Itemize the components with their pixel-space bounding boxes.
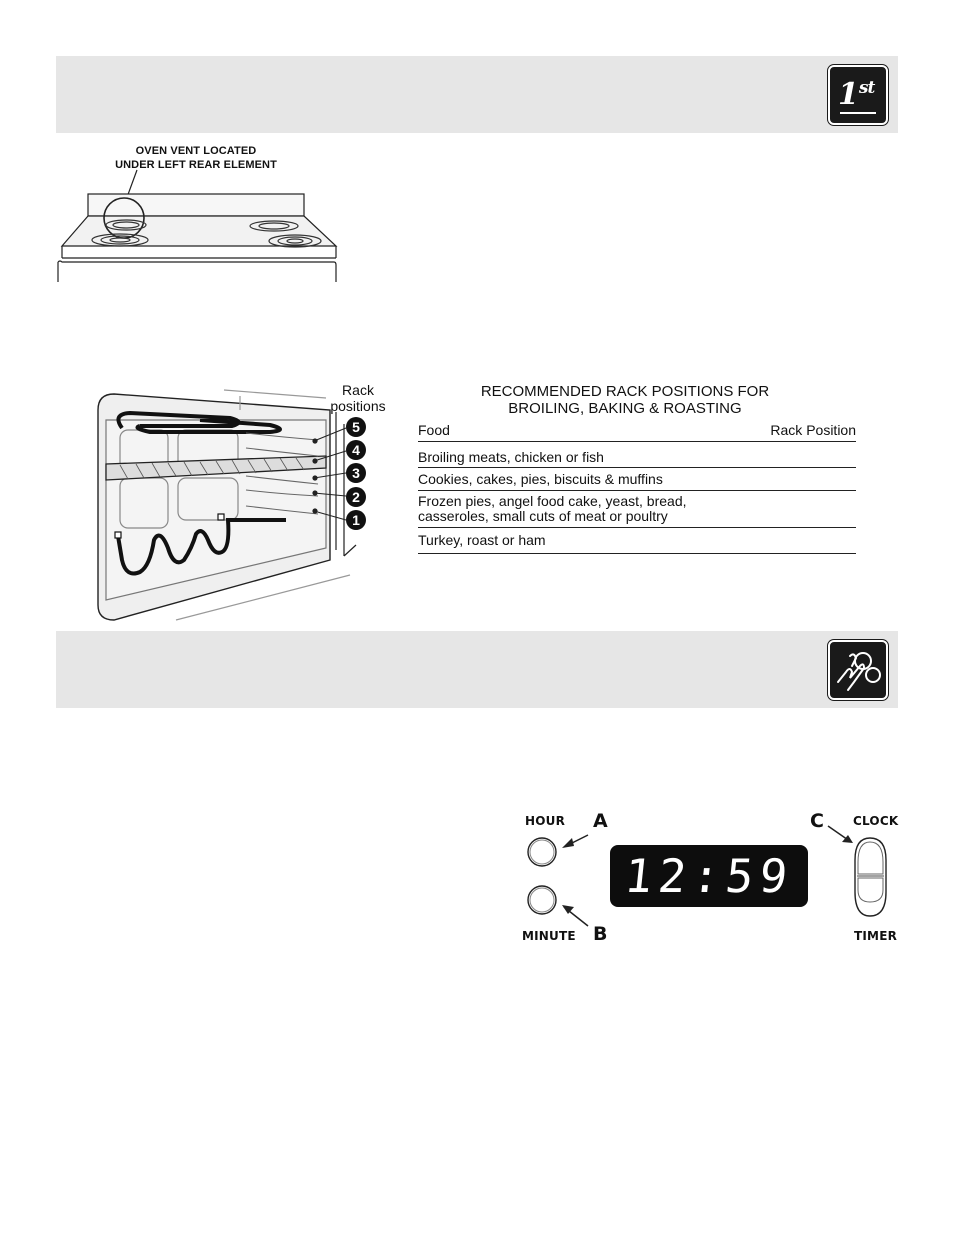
minute-label: MINUTE	[522, 929, 576, 943]
vent-label-line1: OVEN VENT LOCATED	[135, 145, 257, 157]
header-rack-position: Rack Position	[770, 422, 856, 438]
oven-body	[58, 261, 336, 282]
backguard	[88, 194, 304, 216]
rack-number-3: 3	[352, 465, 360, 481]
table-title-line1: RECOMMENDED RACK POSITIONS FOR	[480, 383, 770, 400]
table-header-row	[418, 423, 856, 442]
row-food-line2: casseroles, small cuts of meat or poultry	[418, 508, 668, 524]
table-title-line2: BROILING, BAKING & ROASTING	[508, 400, 742, 417]
row-food: Turkey, roast or ham	[418, 532, 546, 548]
callout-a: A	[593, 810, 608, 832]
clock-label: CLOCK	[853, 814, 899, 828]
table-row	[418, 533, 856, 554]
badge-text: 1st	[838, 77, 875, 112]
hour-label: HOUR	[525, 814, 566, 828]
row-food-line1: Frozen pies, angel food cake, yeast, bread,	[418, 493, 687, 509]
clock-display	[610, 845, 808, 907]
table-row	[418, 450, 856, 468]
rack-number-5: 5	[352, 419, 360, 435]
rack-positions-label-line1: Rack	[342, 382, 374, 398]
hands-glyph	[830, 642, 886, 698]
oven-interior-illustration	[98, 390, 356, 620]
header-food: Food	[418, 422, 450, 438]
rack-number-4: 4	[352, 442, 360, 458]
vent-label-line2: UNDER LEFT REAR ELEMENT	[115, 159, 277, 171]
hour-button	[528, 838, 556, 866]
table-row	[418, 472, 856, 491]
timer-label: TIMER	[854, 929, 898, 943]
row-food: Broiling meats, chicken or fish	[418, 449, 604, 465]
table-row	[418, 494, 856, 528]
rack-number-2: 2	[352, 489, 360, 505]
callout-c: C	[810, 810, 824, 832]
minute-button	[528, 886, 556, 914]
callout-b: B	[593, 923, 608, 945]
rack-positions-label-line2: positions	[330, 398, 386, 414]
clock-display-time: 12:59	[621, 849, 797, 903]
range-top-illustration	[58, 170, 336, 282]
row-food: Cookies, cakes, pies, biscuits & muffins	[418, 471, 663, 487]
hands-controls-icon	[828, 640, 888, 700]
section-header-band-2	[56, 631, 898, 708]
rack-number-1: 1	[352, 512, 360, 528]
